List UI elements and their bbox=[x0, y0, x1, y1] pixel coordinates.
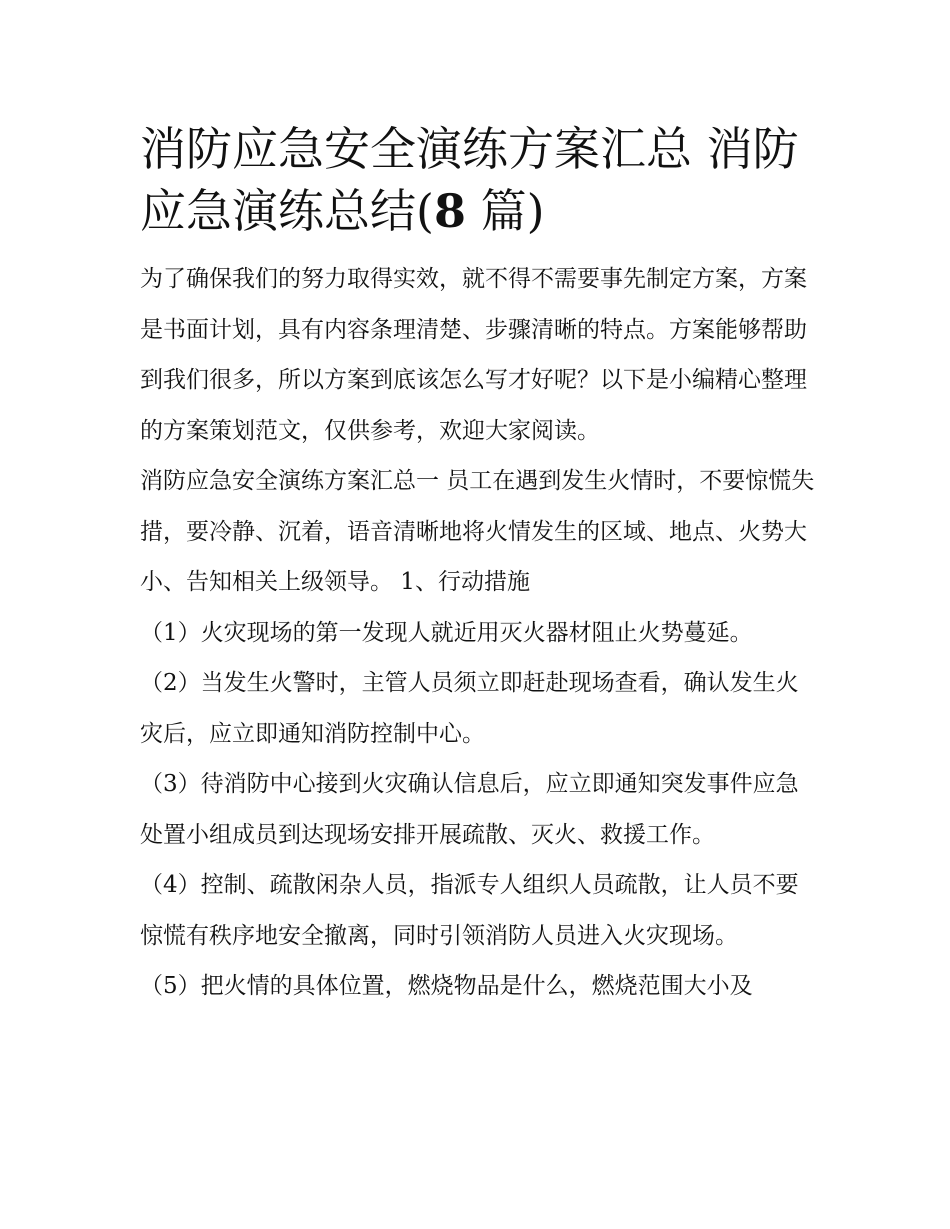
paragraph-step-1: （1）火灾现场的第一发现人就近用灭火器材阻止火势蔓延。 bbox=[140, 619, 753, 646]
paragraph-step-5: （5）把火情的具体位置，燃烧物品是什么，燃烧范围大小及 bbox=[140, 973, 753, 999]
title-text-part1: 消防应急安全演练方案汇总 消防应急演练总结( bbox=[140, 122, 799, 238]
paragraph-section-one: 消防应急安全演练方案汇总一 员工在遇到发生火情时，不要惊慌失措，要冷静、沉着，语音清晰地将火情发生的区域、地点、火势大小、告知相关上级领导。 1、行动措施 bbox=[140, 468, 815, 595]
document-page bbox=[140, 118, 815, 1012]
paragraph-step-3: （3）待消防中心接到火灾确认信息后，应立即通知突发事件应急处置小组成员到达现场安排开展疏散、灭火、救援工作。 bbox=[140, 771, 799, 848]
paragraph-intro: 为了确保我们的努力取得实效，就不得不需要事先制定方案，方案是书面计划，具有内容条理清楚、步骤清晰的特点。方案能够帮助到我们很多，所以方案到底该怎么写才好呢？以下是小编精心整理的方案策划范文，仅供参考，欢迎大家阅读。 bbox=[140, 266, 807, 444]
document-title bbox=[140, 118, 815, 242]
paragraph-step-2: （2）当发生火警时，主管人员须立即赶赴现场查看，确认发生火灾后，应立即通知消防控制中心。 bbox=[140, 670, 799, 747]
title-text-part2: 篇) bbox=[465, 184, 545, 238]
document-body bbox=[140, 254, 815, 1012]
paragraph-step-4: （4）控制、疏散闲杂人员，指派专人组织人员疏散，让人员不要惊慌有秩序地安全撤离，同时引领消防人员进入火灾现场。 bbox=[140, 872, 799, 949]
title-count: 8 bbox=[433, 184, 466, 238]
